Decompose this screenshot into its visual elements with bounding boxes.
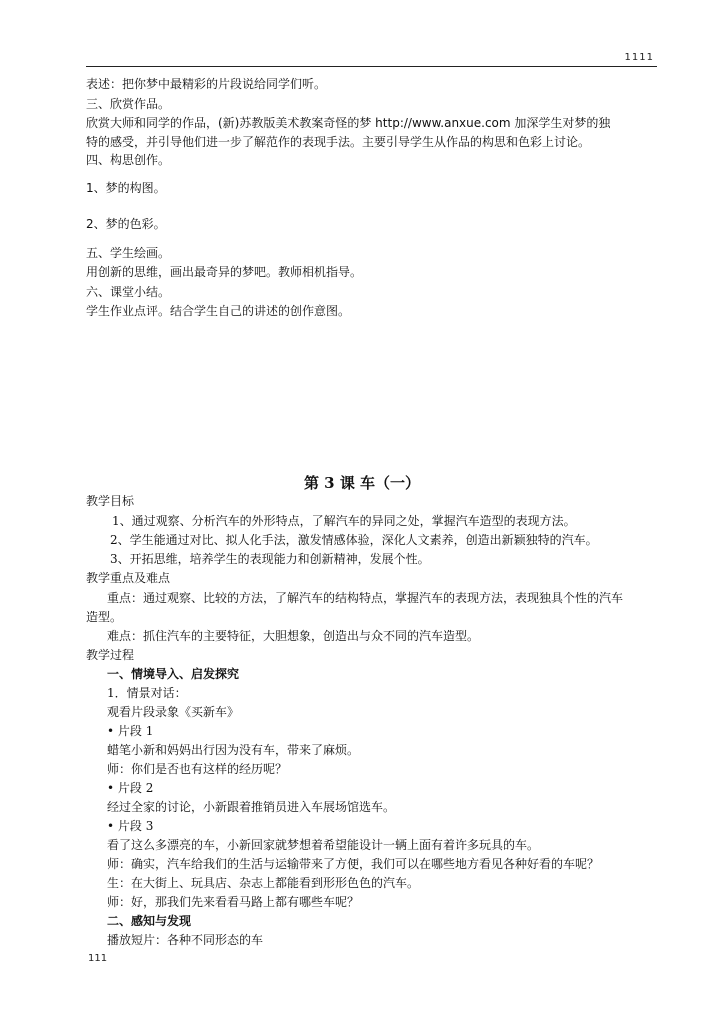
prev-line-5: 四、构思创作。 <box>86 153 171 167</box>
process-line-15: 播放短片：各种不同形态的车 <box>107 933 264 947</box>
prev-line-4: 特的感受，并引导他们进一步了解范作的表现手法。主要引导学生从作品的构思和色彩上讨论。 <box>86 135 591 149</box>
process-line-13: 师：好，那我们先来看看马路上都有哪些车呢？ <box>107 895 360 909</box>
process-line-3: 观看片段录象《买新车》 <box>107 705 240 719</box>
prev-line-11: 学生作业点评。结合学生自己的讲述的创作意图。 <box>86 304 351 318</box>
objectives-heading: 教学目标 <box>86 494 135 508</box>
prev-line-3: 欣赏大师和同学的作品，(新)苏教版美术教案奇怪的梦 http://www.anxue.com 加深学生对梦的独 <box>86 116 611 130</box>
difficulty-line: 难点：抓住汽车的主要特征，大胆想象，创造出与众不同的汽车造型。 <box>107 629 480 643</box>
keypoint-line-1: 重点：通过观察、比较的方法，了解汽车的结构特点，掌握汽车的表现方法，表现独具个性的汽车 <box>107 591 624 605</box>
objective-1: 1、通过观察、分析汽车的外形特点，了解汽车的异同之处，掌握汽车造型的表现方法。 <box>112 514 576 528</box>
process-line-4: • 片段 1 <box>107 724 154 738</box>
prev-line-10: 六、课堂小结。 <box>86 285 171 299</box>
process-line-7: • 片段 2 <box>107 781 154 795</box>
process-line-8: 经过全家的讨论，小新跟着推销员进入车展场馆选车。 <box>107 800 396 814</box>
prev-line-6: 1、梦的构图。 <box>86 181 166 195</box>
process-line-10: 看了这么多漂亮的车，小新回家就梦想着希望能设计一辆上面有着许多玩具的车。 <box>107 838 540 852</box>
prev-line-2: 三、欣赏作品。 <box>86 97 171 111</box>
keypoint-line-2: 造型。 <box>86 610 123 624</box>
process-heading: 教学过程 <box>86 648 135 662</box>
lesson-title: 第 3 课 车（一） <box>303 474 421 492</box>
header-rule <box>86 66 657 67</box>
process-subheading-1: 一、情境导入、启发探究 <box>107 667 240 681</box>
process-line-12: 生：在大街上、玩具店、杂志上都能看到形形色色的汽车。 <box>107 876 420 890</box>
objective-2: 2、学生能通过对比、拟人化手法，激发情感体验，深化人文素养，创造出新颖独特的汽车。 <box>110 533 598 547</box>
prev-line-9: 用创新的思维，画出最奇异的梦吧。教师相机指导。 <box>86 265 363 279</box>
objective-3: 3、开拓思维，培养学生的表现能力和创新精神，发展个性。 <box>110 552 430 566</box>
page-footer-number: 111 <box>88 953 108 964</box>
prev-line-7: 2、梦的色彩。 <box>86 217 166 231</box>
prev-line-1: 表述：把你梦中最精彩的片段说给同学们听。 <box>86 77 327 91</box>
prev-line-8: 五、学生绘画。 <box>86 246 171 260</box>
process-subheading-2: 二、感知与发现 <box>107 914 192 928</box>
process-line-6: 师：你们是否也有这样的经历呢？ <box>107 762 288 776</box>
page-header-number: 1111 <box>624 52 654 63</box>
process-line-11: 师：确实，汽车给我们的生活与运输带来了方便，我们可以在哪些地方看见各种好看的车呢？ <box>107 857 600 871</box>
process-line-5: 蜡笔小新和妈妈出行因为没有车，带来了麻烦。 <box>107 743 360 757</box>
keypoints-heading: 教学重点及难点 <box>86 571 171 585</box>
process-line-9: • 片段 3 <box>107 819 154 833</box>
process-line-2: 1．情景对话： <box>107 686 187 700</box>
